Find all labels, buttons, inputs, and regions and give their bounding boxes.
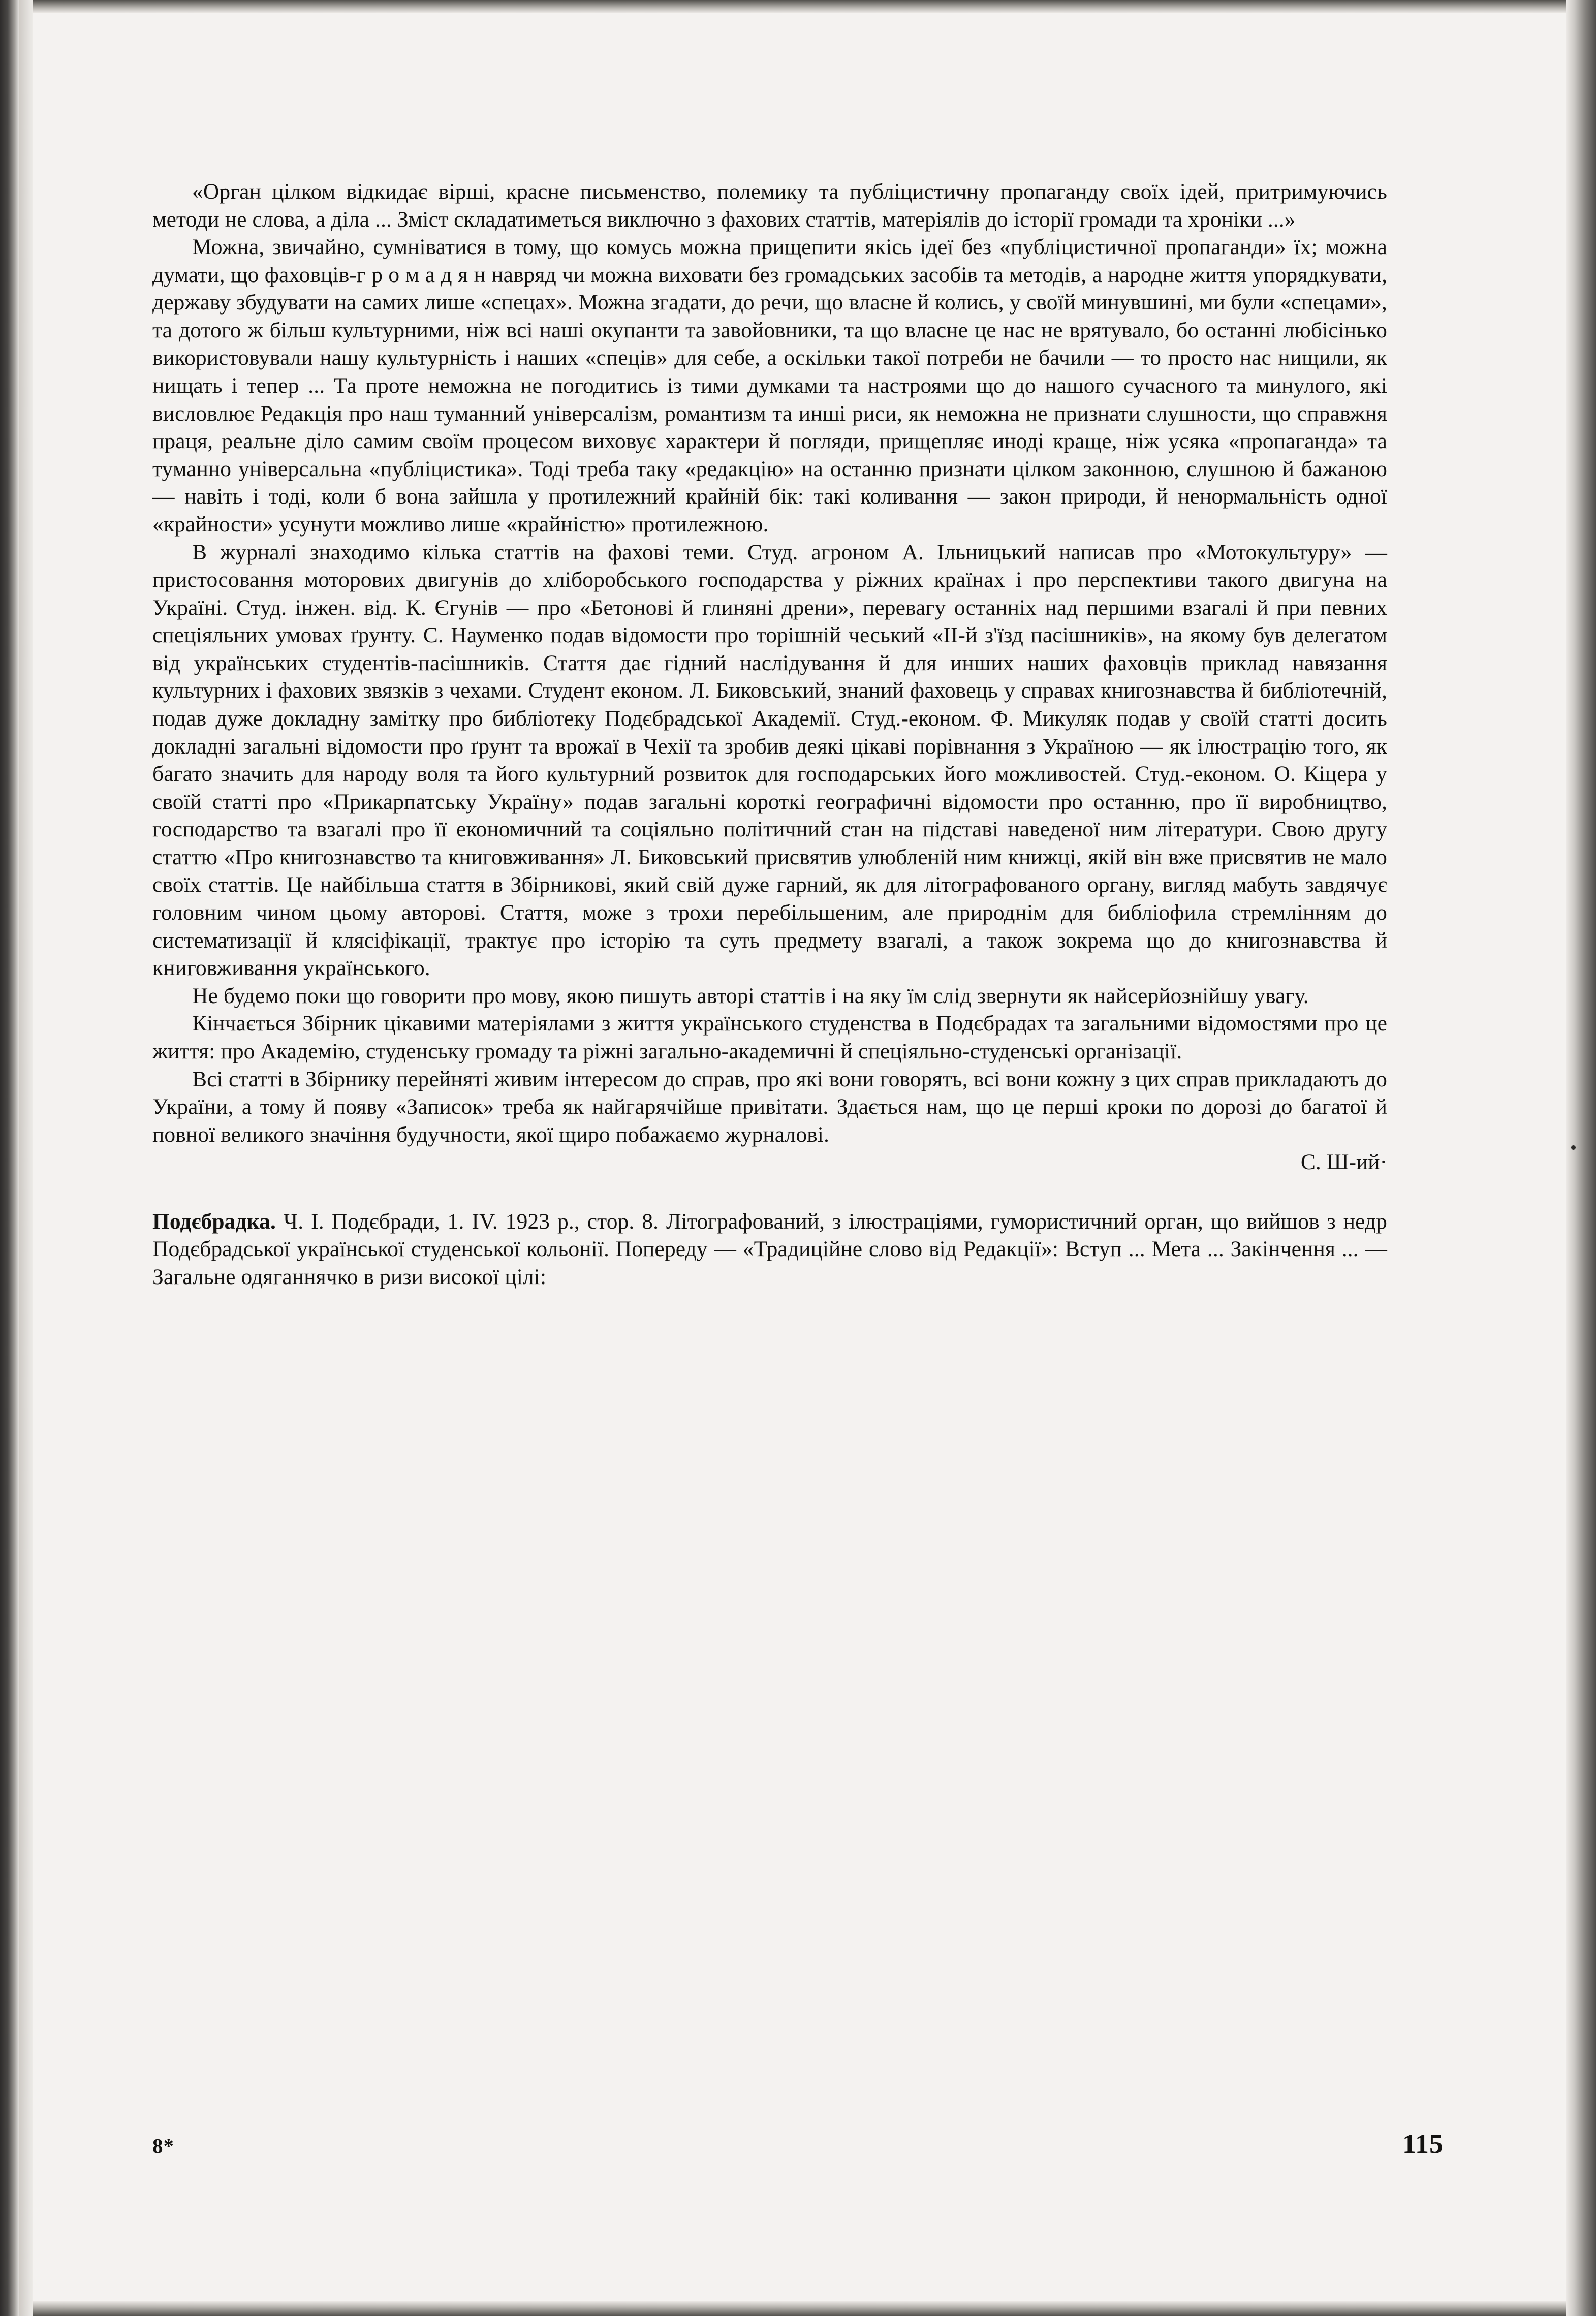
paragraph-vsi-statti: Всі статті в Збірнику перейняті живим інтересом до справ, про які вони говорять, всі вони кожну з цих справ прикладають до України, а тому й появу «Записок» треба як найгарячійше привітати. Здається нам, що це перші кроки по дорозі до багатої й повної великого значіння будучности, якої щиро побажаємо журналові. xyxy=(152,1067,1387,1147)
page-number: 115 xyxy=(1402,2129,1444,2159)
paragraph-mozhna-zvychaino: Можна, звичайно, сумніватися в тому, що комусь можна прищепити якісь ідеї без «публіцистичної пропаганди» їх; можна думати, що фаховців-г р о м а д я н навряд чи можна виховати без громадських засобів та методів, а народне життя упорядкувати, державу збудувати на самих лише «спецах». Можна згадати, до речи, що власне й колись, у своїй минувшині, ми були «спецами», та дотого ж більш культурними, ніж всі наші окупанти та завойовники, та що власне це нас не врятувало, бо останні любісінько використовували нашу культурність і наших «спеців» для себе, а оскільки такої потреби не бачили — то просто нас нищили, як нищать і тепер ... Та проте неможна не погодитись із тими думками та настроями що до нашого сучасного та минулого, які висловлює Редакція про наш туманний універсалізм, романтизм та инші риси, як неможна не признати слушности, що справжня праця, реальне діло самим своїм процесом виховує характери й погляди, прищепляє иноді краще, ніж усяка «пропаганда» та туманно універсальна «публіцистика». Тоді треба таку «редакцію» на останню признати цілком законною, слушною й бажаною — навіть і тоді, коли б вона зайшла у протилежний крайній бік: такі коливання — закон природи, й ненормальність одної «крайности» усунути можливо лише «крайністю» протилежною. xyxy=(152,235,1387,537)
entry-title: Подєбрадка. xyxy=(152,1209,276,1234)
page-footer xyxy=(152,2128,1444,2159)
entry-podebradka xyxy=(152,1208,1387,1291)
signature-mark: 8* xyxy=(152,2134,174,2157)
entry-podebradka-paragraph xyxy=(152,1208,1387,1291)
signature-text: С. Ш-ий· xyxy=(1300,1150,1387,1175)
article-signature xyxy=(152,1148,1387,1176)
scan-edge-bottom xyxy=(0,2301,1596,2316)
scan-edge-left xyxy=(0,0,19,2316)
page-body-text xyxy=(152,178,1387,1291)
scan-edge-right xyxy=(1566,0,1596,2316)
paragraph-v-zhurnali: В журналі знаходимо кілька статтів на фахові теми. Студ. агроном А. Ільницький написав про «Мотокультуру» — пристосовання моторових двигунів до хліборобського господарства у ріжних країнах і про перспективи такого двигуна на Україні. Студ. інжен. від. К. Єгунів — про «Бетонові й глиняні дрени», перевагу останніх над першими взагалі й при певних спеціяльних умовах ґрунту. С. Науменко подав відомости про торішній чеський «ІІ-й з'їзд пасішників», на якому був делегатом від українських студентів-пасішників. Стаття дає гідний наслідування й для инших наших фаховців приклад навязання культурних і фахових звязків з чехами. Студент економ. Л. Биковський, знаний фаховець у справах книгознавства й библіотечній, подав дуже докладну замітку про библіотеку Подєбрадської Академії. Студ.-економ. Ф. Микуляк подав у своїй статті досить докладні загальні відомости про ґрунт та врожаї в Чехії та зробив деякі цікаві порівнання з Україною — як ілюстрацію того, як багато значить для народу воля та його культурний розвиток для господарських його можливостей. Студ.-економ. О. Кіцера у своїй статті про «Прикарпатську Україну» подав загальні короткі географичні відомости про останню, про її виробництво, господарство та взагалі про її економичний та соціяльно політичний стан на підставі наведеної ним літератури. Свою другу статтю «Про книгознавство та книговживання» Л. Биковський присвятив улюбленій ним книжці, якій він вже присвятив не мало своїх статтів. Це найбільша стаття в Збірникові, який свій дуже гарний, як для літографованого органу, вигляд мабуть завдячує головним чином цьому авторові. Стаття, може з трохи перебільшеним, але природнім для библіофила стремлінням до систематизації й клясіфікації, трактує про історію та суть предмету взагалі, а також зокрема що до книгознавства й книговживання українського. xyxy=(152,540,1387,981)
scan-gutter-left xyxy=(19,0,33,2316)
margin-dot-mark xyxy=(1571,1145,1576,1150)
scan-edge-top xyxy=(0,0,1596,13)
paragraph-ne-budemo: Не будемо поки що говорити про мову, якою пишуть авторі статтів і на яку їм слід звернути як найсерйознійшу увагу. xyxy=(192,983,1309,1008)
paragraph-quote-organ: «Орган цілком відкидає вірші, красне письменство, полемику та публіцистичну пропаганду своїх ідей, притримуючись методи не слова, а діла ... Зміст складатиметься виключно з фахових статтів, матеріялів до історії громади та хроніки ...» xyxy=(152,179,1387,232)
paragraph-kinchaietsia: Кінчається Збірник цікавими матеріялами з життя українського студенства в Подєбрадах та загальними відомостями про це життя: про Академію, студенську громаду та ріжні загально-академичні й спеціяльно-студенські організації. xyxy=(152,1011,1387,1063)
entry-body: Ч. І. Подєбради, 1. IV. 1923 р., стор. 8. Літографований, з ілюстраціями, гумористичний орган, що вийшов з недр Подєбрадської української студенської кольонії. Попереду — «Традиційне слово від Редакції»: Вступ ... Мета ... Закінчення ... — Загальне одяганнячко в ризи високої цілі: xyxy=(152,1209,1387,1289)
